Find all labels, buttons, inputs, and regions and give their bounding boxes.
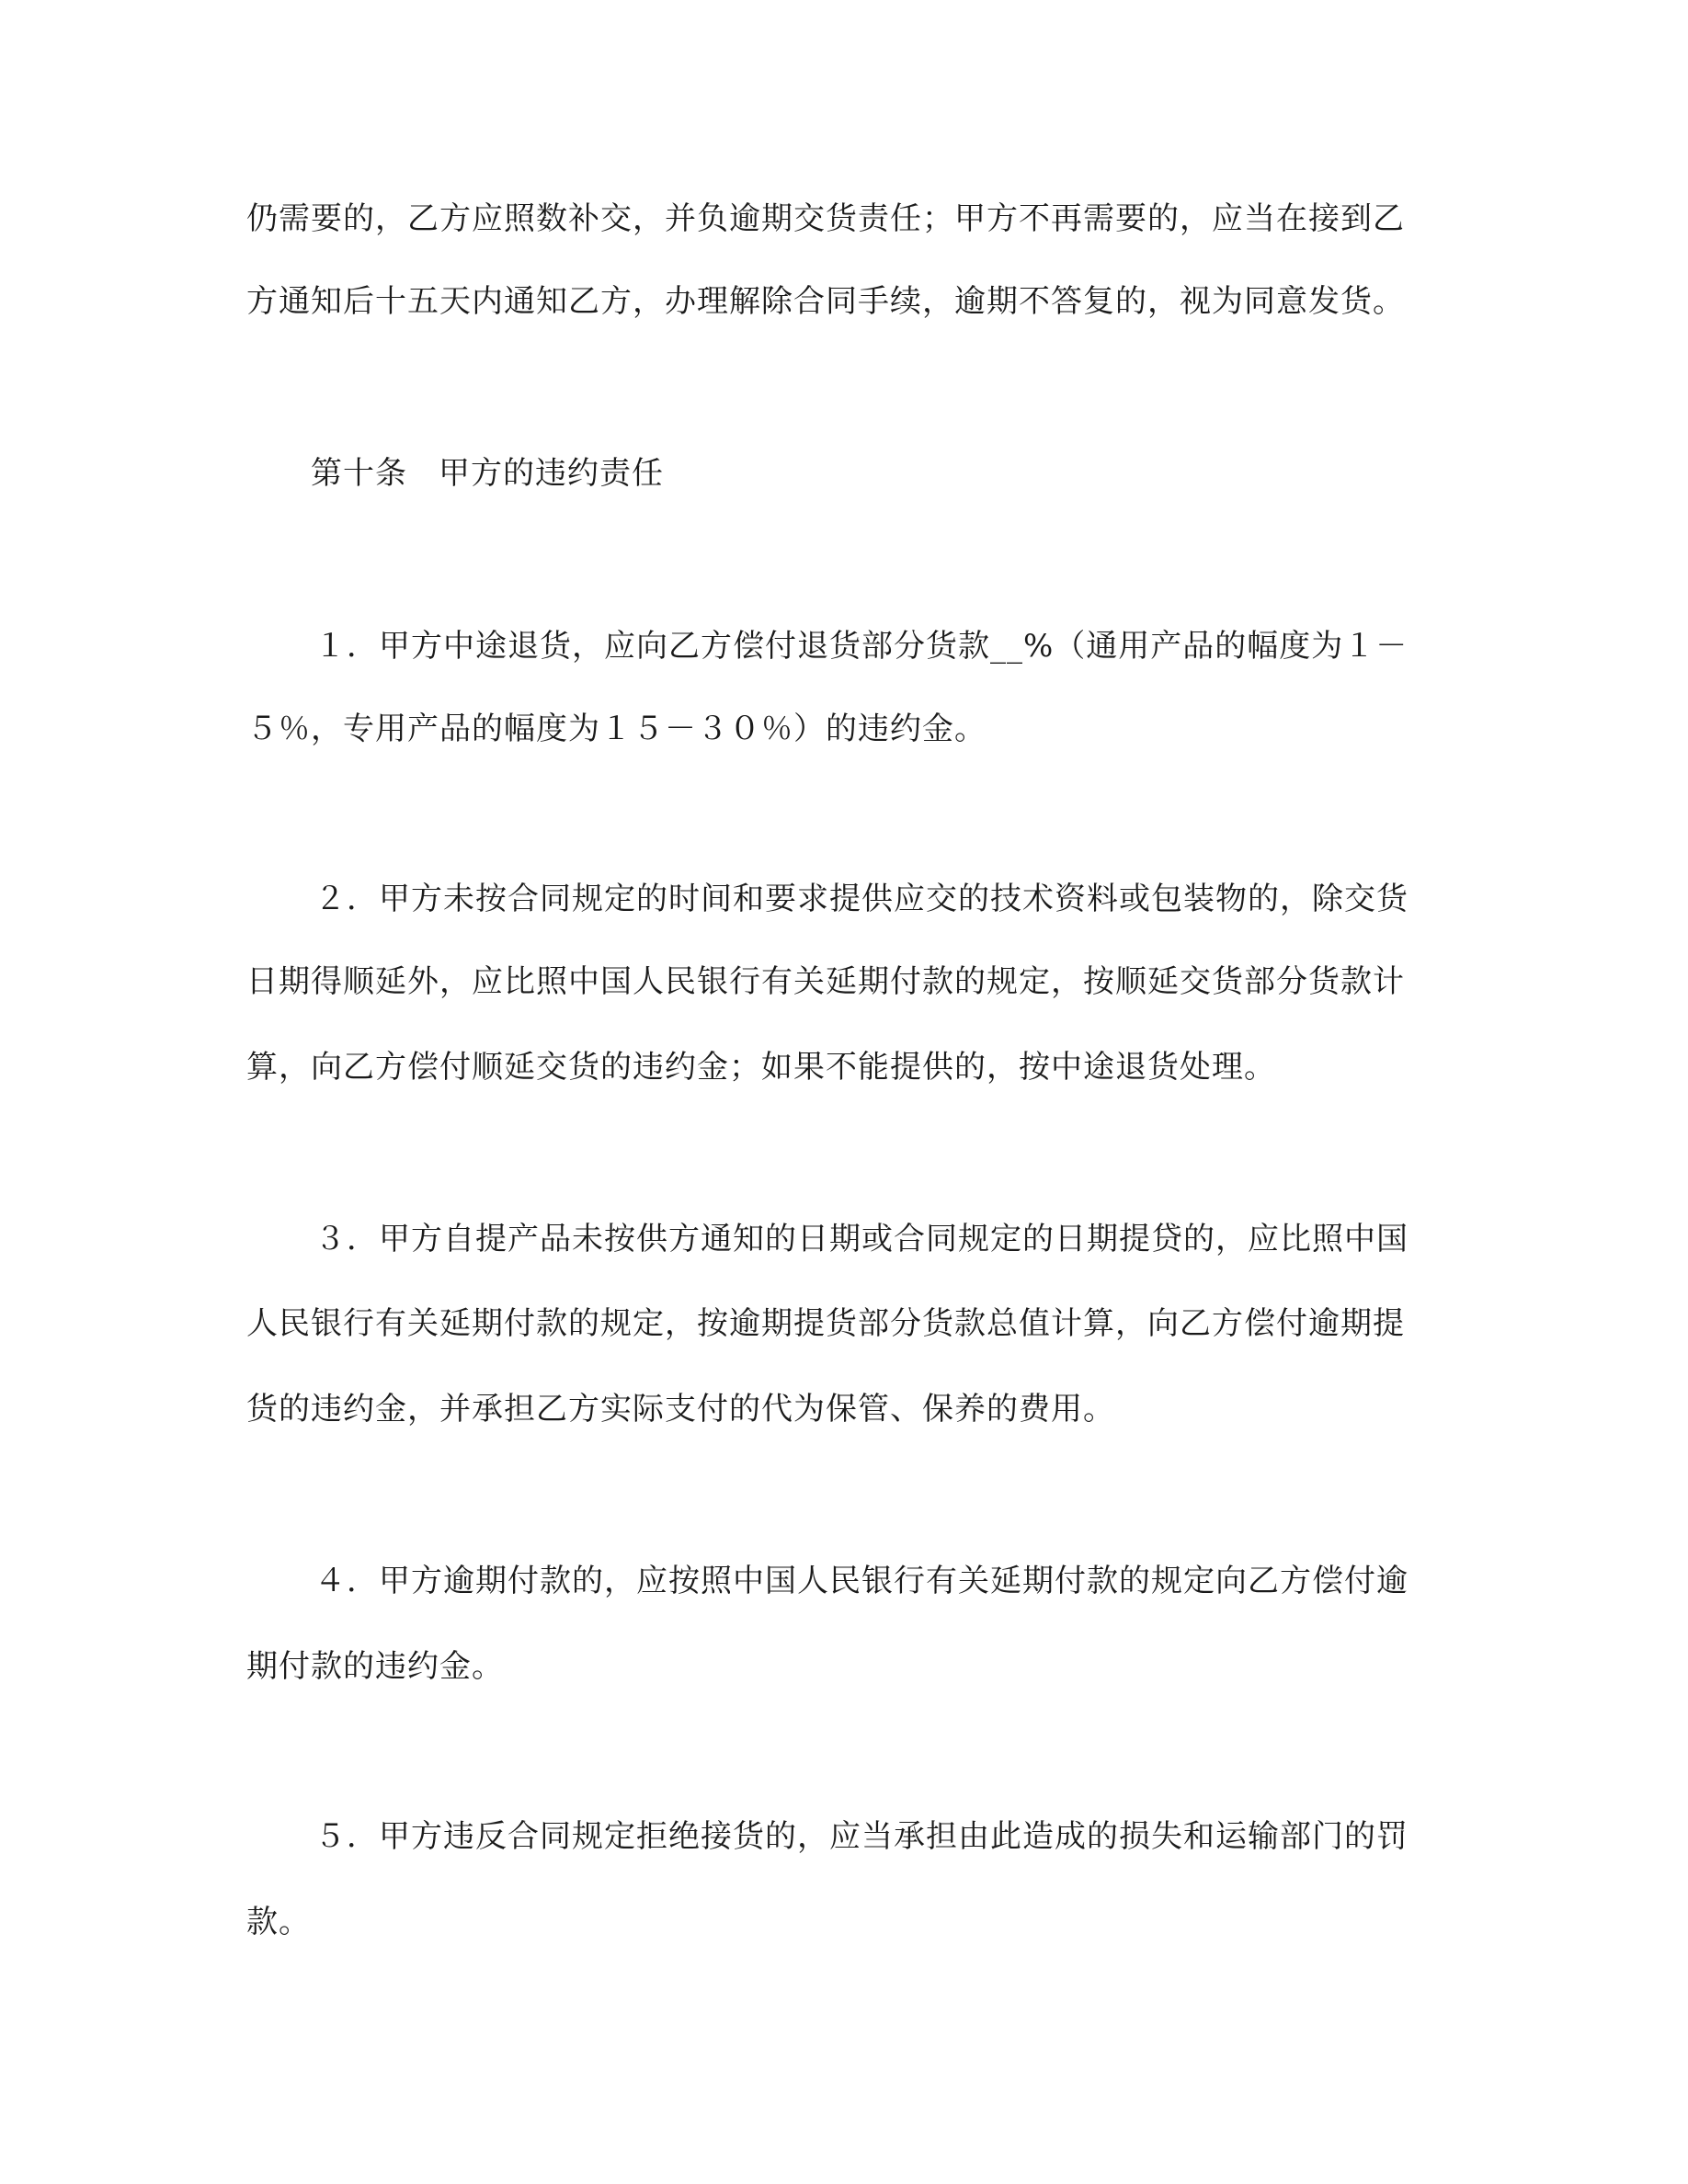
- article-title: 甲方的违约责任: [439, 455, 664, 492]
- paragraph-line: 方通知后十五天内通知乙方，办理解除合同手续，逾期不答复的，视为同意发货。: [246, 283, 1405, 320]
- item-4-line: ４．甲方逾期付款的，应按照中国人民银行有关延期付款的规定向乙方偿付逾: [314, 1563, 1409, 1599]
- item-1-line: ５％，专用产品的幅度为１５－３０％）的违约金。: [246, 711, 987, 747]
- item-4-line: 期付款的违约金。: [246, 1648, 504, 1685]
- item-1-line: １．甲方中途退货，应向乙方偿付退货部分货款__%（通用产品的幅度为１－: [314, 628, 1409, 665]
- paragraph-line: 仍需要的，乙方应照数补交，并负逾期交货责任；甲方不再需要的，应当在接到乙: [246, 200, 1405, 237]
- item-2-line: 算，向乙方偿付顺延交货的违约金；如果不能提供的，按中途退货处理。: [246, 1049, 1276, 1086]
- article-heading: [311, 452, 1497, 495]
- item-3-line: ３．甲方自提产品未按供方通知的日期或合同规定的日期提贷的，应比照中国: [314, 1221, 1409, 1257]
- item-3-line: 货的违约金，并承担乙方实际支付的代为保管、保养的费用。: [246, 1391, 1115, 1428]
- article-number: 第十条: [311, 455, 407, 492]
- item-5-line: 款。: [246, 1904, 311, 1940]
- item-5-line: ５．甲方违反合同规定拒绝接货的，应当承担由此造成的损失和运输部门的罚: [314, 1818, 1409, 1855]
- item-2-line: ２．甲方未按合同规定的时间和要求提供应交的技术资料或包装物的，除交货: [314, 881, 1409, 917]
- item-2-line: 日期得顺延外，应比照中国人民银行有关延期付款的规定，按顺延交货部分货款计: [246, 963, 1405, 1000]
- item-3-line: 人民银行有关延期付款的规定，按逾期提货部分货款总值计算，向乙方偿付逾期提: [246, 1305, 1405, 1342]
